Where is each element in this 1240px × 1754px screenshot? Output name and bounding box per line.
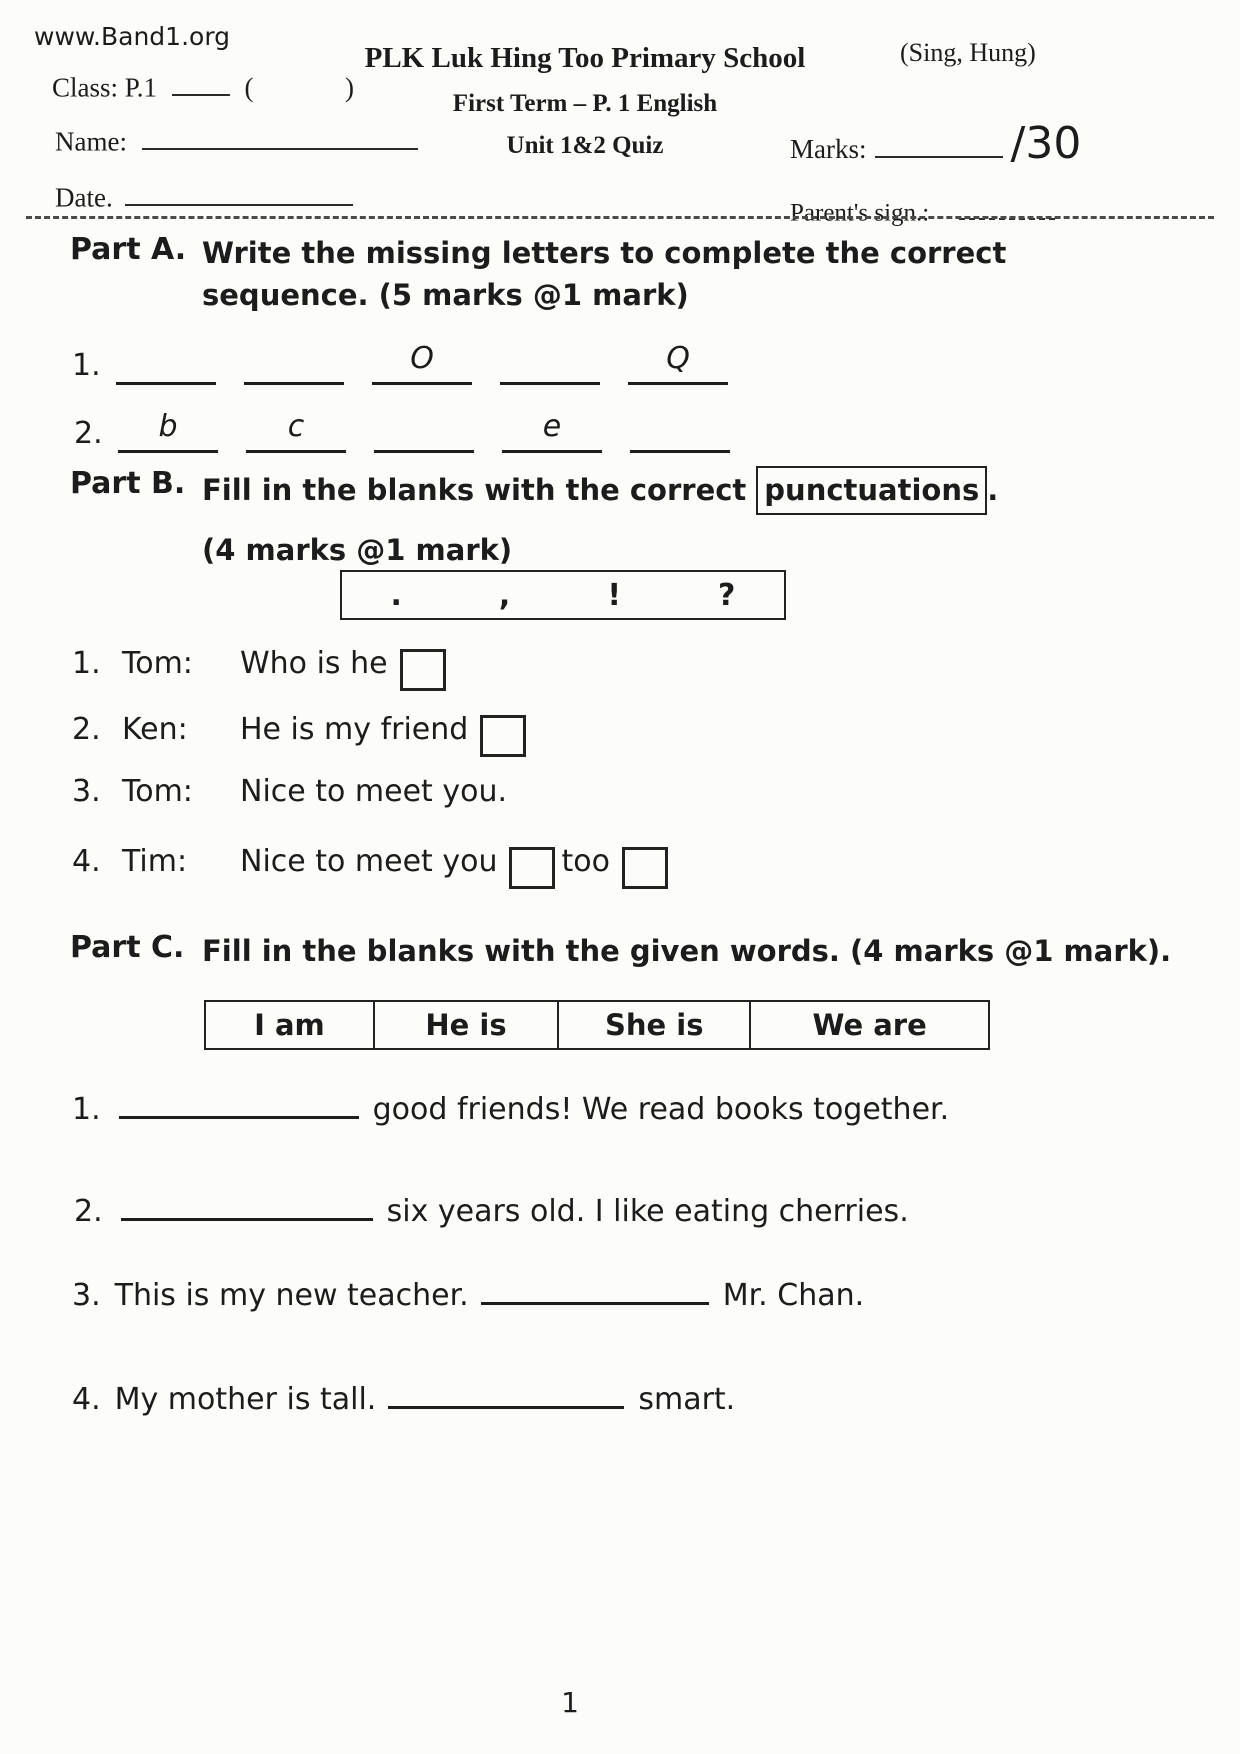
word-bank-cell: I am xyxy=(254,1008,325,1042)
sentence-text: six years old. I like eating cherries. xyxy=(386,1194,909,1229)
parent-sign-label: Parent's sign.: xyxy=(790,199,930,227)
date-line xyxy=(55,176,353,213)
dialogue-text: Nice to meet you. xyxy=(240,774,508,809)
part-a-heading xyxy=(70,232,1080,316)
speaker-name: Tom: xyxy=(122,774,193,809)
parent-sign-line xyxy=(790,192,1055,227)
line-number: 2. xyxy=(72,711,101,747)
word-bank-cell: He is xyxy=(373,1002,557,1048)
punctuation-option-comma: , xyxy=(498,577,511,613)
fill-in-sentence xyxy=(74,1188,909,1229)
term-title: First Term – P. 1 English xyxy=(452,90,718,117)
part-c-instruction: Fill in the blanks with the given words. (4 marks @1 mark). xyxy=(202,934,1172,968)
dialogue-text: Nice to meet you xyxy=(240,843,498,879)
punctuation-answer-box xyxy=(509,847,555,889)
letter-slot xyxy=(116,340,216,385)
sentence-number: 1. xyxy=(72,1092,101,1127)
dialogue-text: He is my friend xyxy=(240,711,469,747)
teacher-tag: (Sing, Hung) xyxy=(900,38,1036,67)
quiz-title: Unit 1&2 Quiz xyxy=(506,132,664,159)
word-bank-cell: She is xyxy=(557,1002,749,1048)
header-divider xyxy=(26,216,1214,219)
fill-in-sentence xyxy=(72,1272,864,1313)
letter-slot xyxy=(500,340,600,385)
punctuation-answer-box xyxy=(480,715,526,757)
word-bank-cell: We are xyxy=(749,1002,988,1048)
marks-label: Marks: xyxy=(790,134,867,164)
dialogue-line xyxy=(72,774,507,809)
watermark-url: www.Band1.org xyxy=(34,22,231,51)
letter-slot xyxy=(374,408,474,453)
letter-slot xyxy=(244,340,344,385)
page-number: 1 xyxy=(561,1686,579,1719)
line-number: 3. xyxy=(72,774,101,809)
sentence-text: smart. xyxy=(638,1382,736,1417)
sentence-number: 2. xyxy=(74,1194,103,1229)
letter-slot: e xyxy=(502,408,602,453)
sentence-number: 4. xyxy=(72,1382,101,1417)
part-c-heading xyxy=(70,930,1190,972)
part-a-title: Part A. xyxy=(70,232,187,267)
sentence-number: 3. xyxy=(72,1278,101,1313)
part-a-question-2 xyxy=(74,408,758,453)
letter-slot: c xyxy=(246,408,346,453)
dialogue-line xyxy=(72,840,674,882)
part-b-instruction-period: . xyxy=(987,473,999,507)
word-bank-table xyxy=(204,1000,990,1050)
dialogue-line xyxy=(72,642,452,684)
sentence-text: This is my new teacher. xyxy=(114,1278,469,1313)
speaker-name: Tom: xyxy=(122,645,193,681)
speaker-name: Tim: xyxy=(122,843,188,879)
sentence-text: Mr. Chan. xyxy=(722,1278,865,1313)
marks-line xyxy=(790,118,1081,169)
school-name: PLK Luk Hing Too Primary School xyxy=(364,42,806,74)
punctuation-option-question: ? xyxy=(718,577,736,613)
part-b-heading xyxy=(70,466,1120,571)
punctuation-option-period: . xyxy=(390,577,402,613)
sentence-text: My mother is tall. xyxy=(114,1382,377,1417)
fill-in-sentence xyxy=(72,1376,735,1417)
part-b-title: Part B. xyxy=(70,466,186,501)
answer-blank xyxy=(121,1188,373,1221)
part-c-title: Part C. xyxy=(70,930,185,965)
answer-blank xyxy=(388,1376,624,1409)
letter-slot: O xyxy=(372,340,472,385)
part-b-instruction xyxy=(202,466,998,571)
question-number: 2. xyxy=(74,416,103,451)
name-label: Name: xyxy=(55,126,127,157)
part-b-instruction-text: Fill in the blanks with the correct xyxy=(202,473,747,507)
date-label: Date. xyxy=(55,182,113,213)
letter-slot: b xyxy=(118,408,218,453)
part-a-question-1 xyxy=(72,340,756,385)
punctuation-options-box xyxy=(340,570,786,620)
dialogue-text: Who is he xyxy=(240,645,388,681)
dialogue-text: too xyxy=(561,843,610,879)
sentence-text: good friends! We read books together. xyxy=(372,1092,950,1127)
fill-in-sentence xyxy=(72,1086,949,1127)
part-b-marks-note: (4 marks @1 mark) xyxy=(202,533,513,568)
punctuation-answer-box xyxy=(400,649,446,691)
part-a-instruction: Write the missing letters to complete the correct sequence. (5 marks @1 mark) xyxy=(202,236,1007,313)
answer-blank xyxy=(481,1272,709,1305)
marks-total: /30 xyxy=(1010,118,1082,169)
date-blank xyxy=(125,176,353,206)
boxed-word-punctuations: punctuations xyxy=(756,466,987,515)
line-number: 1. xyxy=(72,645,101,681)
answer-blank xyxy=(119,1086,359,1119)
speaker-name: Ken: xyxy=(122,711,188,747)
question-number: 1. xyxy=(72,348,101,383)
punctuation-option-exclaim: ! xyxy=(607,577,622,613)
class-paren-close: ) xyxy=(345,72,355,103)
dialogue-line xyxy=(72,708,532,750)
letter-slot xyxy=(630,408,730,453)
letter-slot: Q xyxy=(628,340,728,385)
punctuation-answer-box xyxy=(622,847,668,889)
marks-blank xyxy=(875,128,1003,158)
line-number: 4. xyxy=(72,843,101,879)
class-paren-open: ( xyxy=(244,72,254,103)
class-label: Class: P.1 xyxy=(52,72,158,103)
